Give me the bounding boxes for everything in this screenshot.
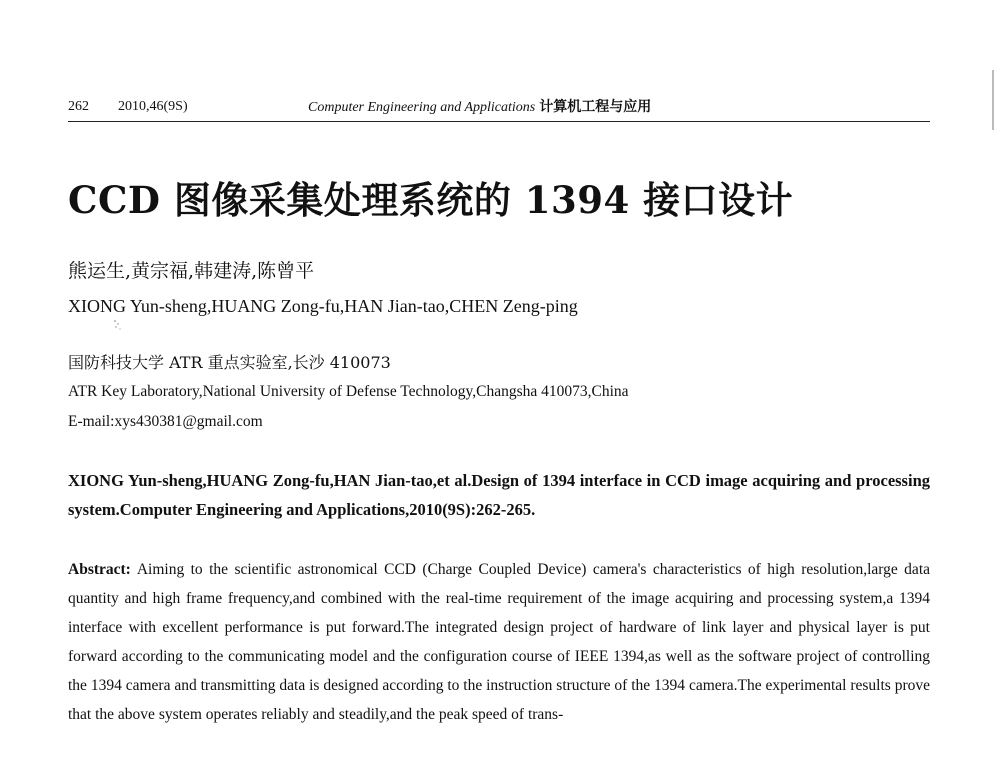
affiliation-chinese: 国防科技大学 ATR 重点实验室,长沙 410073: [68, 353, 391, 372]
authors-english: XIONG Yun-sheng,HUANG Zong-fu,HAN Jian-tao,CHEN Zeng-ping: [68, 296, 578, 316]
journal-name-en: Computer Engineering and Applications: [308, 100, 536, 115]
volume-issue: 2010,46(9S): [118, 99, 188, 114]
citation: XIONG Yun-sheng,HUANG Zong-fu,HAN Jian-tao,et al.Design of 1394 interface in CCD image acquiring and processing system.Computer Engineering and Applications,2010(9S):262-265.: [68, 471, 930, 519]
scan-edge-mark: [992, 70, 994, 130]
affiliation-english: ATR Key Laboratory,National University of Defense Technology,Changsha 410073,China: [68, 383, 629, 400]
scan-speck: [112, 318, 124, 332]
authors-chinese: 熊运生,黄宗福,韩建涛,陈曾平: [68, 260, 315, 282]
abstract: [68, 555, 930, 729]
journal-name: [308, 96, 651, 119]
running-header: [68, 96, 930, 118]
abstract-label: Abstract:: [68, 561, 131, 578]
paper-title: CCD 图像采集处理系统的 1394 接口设计: [68, 178, 794, 222]
header-rule: [68, 121, 930, 122]
abstract-text: Aiming to the scientific astronomical CCD (Charge Coupled Device) camera's characteristics of high resolution,large data quantity and high frame frequency,and combined with the real-time requirement of the image acquiring and processing system,a 1394 interface with excellent performance is put forward.The integrated design project of hardware of link layer and physical layer is put forward according to the communicating model and the configuration course of IEEE 1394,as well as the software project of controlling the 1394 camera and transmitting data is designed according to the instruction structure of the 1394 camera.The experimental results prove that the above system operates reliably and steadily,and the peak speed of trans-: [68, 561, 930, 723]
page-number: 262: [68, 99, 89, 114]
journal-name-cn: 计算机工程与应用: [539, 99, 652, 115]
author-email: E-mail:xys430381@gmail.com: [68, 413, 263, 430]
